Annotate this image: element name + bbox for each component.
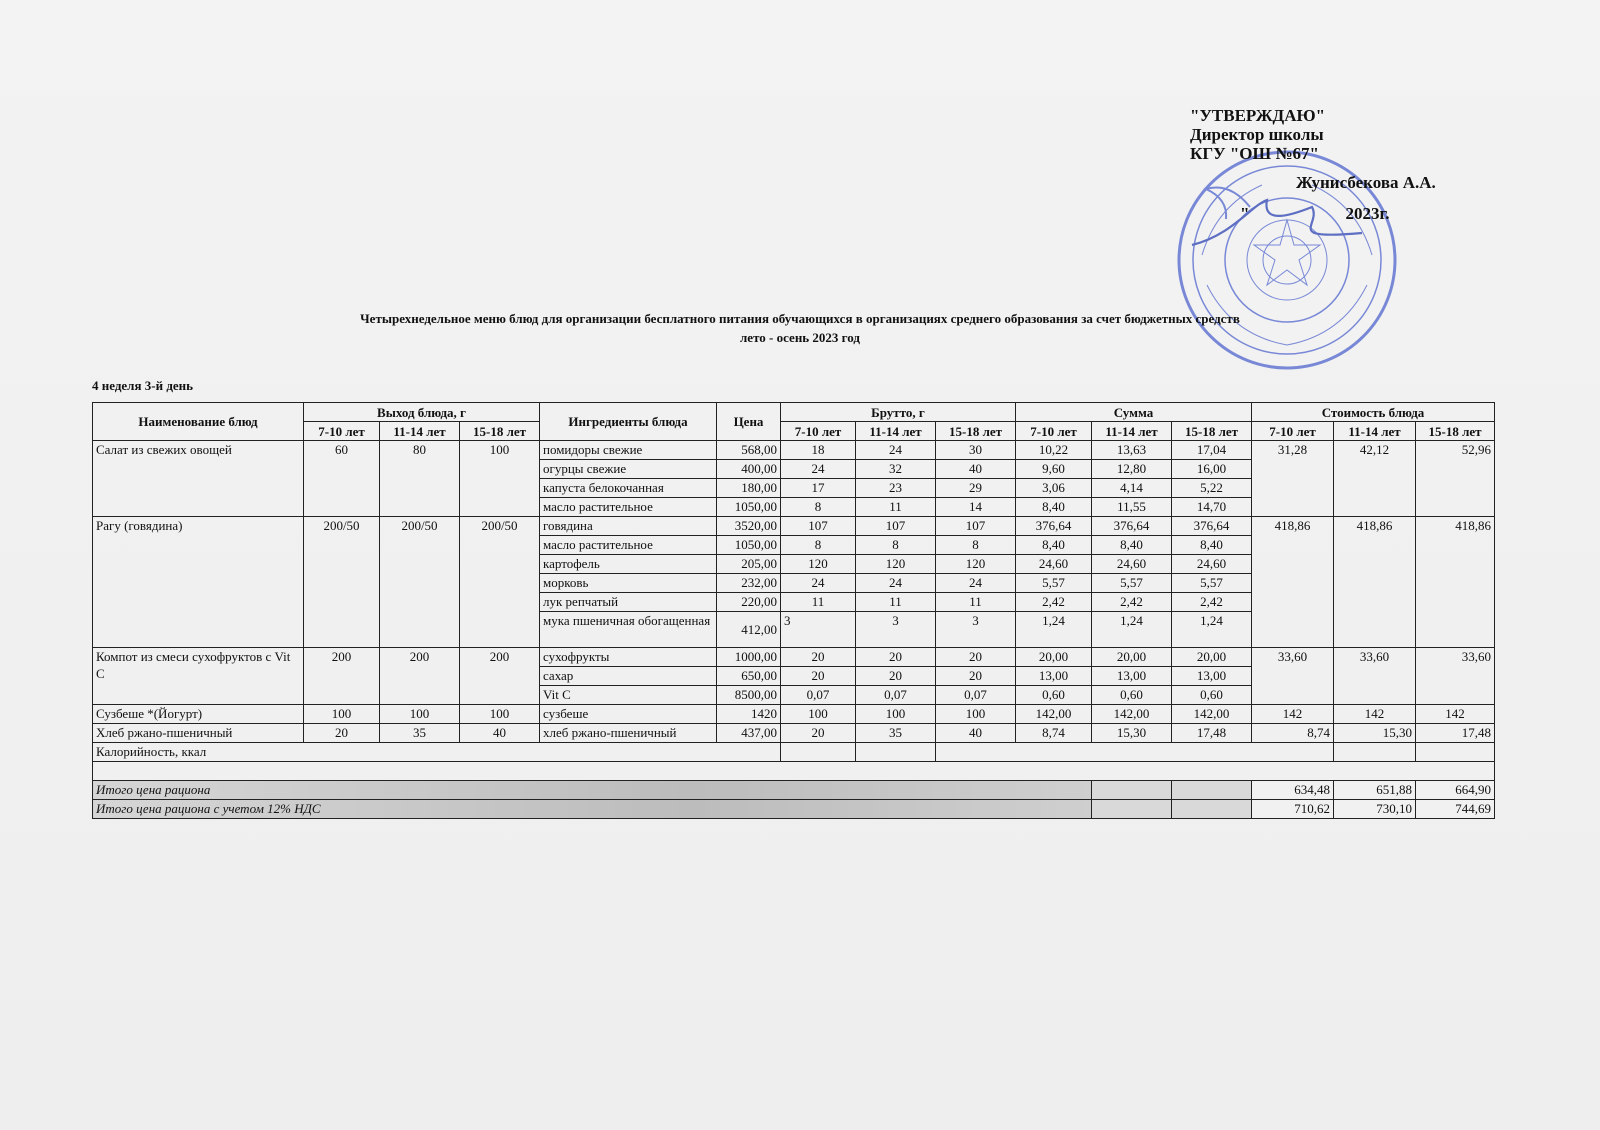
header-age: 7-10 лет [1016, 422, 1092, 441]
sum-cell: 4,14 [1092, 479, 1172, 498]
ingredient-cell: лук репчатый [540, 593, 717, 612]
brutto-cell: 20 [781, 667, 856, 686]
sum-cell: 20,00 [1092, 648, 1172, 667]
sum-cell: 24,60 [1172, 555, 1252, 574]
header-yield: Выход блюда, г [304, 403, 540, 422]
total-vat-value: 730,10 [1334, 800, 1416, 819]
sum-cell: 8,40 [1092, 536, 1172, 555]
total-blank [1092, 800, 1172, 819]
brutto-cell: 107 [856, 517, 936, 536]
price-cell: 568,00 [717, 441, 781, 460]
total-vat-label: Итого цена рациона с учетом 12% НДС [93, 800, 1092, 819]
header-cost: Стоимость блюда [1252, 403, 1495, 422]
header-ingredients: Ингредиенты блюда [540, 403, 717, 441]
spacer-row [93, 762, 1495, 781]
cost-cell: 142 [1252, 705, 1334, 724]
header-age: 7-10 лет [781, 422, 856, 441]
calories-label: Калорийность, ккал [93, 743, 781, 762]
brutto-cell: 3 [936, 612, 1016, 648]
cost-cell: 418,86 [1252, 517, 1334, 648]
brutto-cell: 100 [856, 705, 936, 724]
approve-organization: КГУ "ОШ №67" [1190, 144, 1319, 163]
ingredient-cell: говядина [540, 517, 717, 536]
total-blank [1172, 781, 1252, 800]
price-cell: 8500,00 [717, 686, 781, 705]
sum-cell: 20,00 [1172, 648, 1252, 667]
sum-cell: 142,00 [1172, 705, 1252, 724]
cost-cell: 418,86 [1416, 517, 1495, 648]
brutto-cell: 8 [856, 536, 936, 555]
brutto-cell: 24 [781, 460, 856, 479]
sum-cell: 2,42 [1016, 593, 1092, 612]
brutto-cell: 100 [936, 705, 1016, 724]
price-cell: 3520,00 [717, 517, 781, 536]
price-cell: 1050,00 [717, 536, 781, 555]
yield-cell: 100 [304, 705, 380, 724]
ingredient-cell: сузбеше [540, 705, 717, 724]
brutto-cell: 24 [856, 574, 936, 593]
calories-cell [856, 743, 936, 762]
ingredient-cell: картофель [540, 555, 717, 574]
header-age: 15-18 лет [936, 422, 1016, 441]
sum-cell: 2,42 [1172, 593, 1252, 612]
brutto-cell: 29 [936, 479, 1016, 498]
calories-cell [936, 743, 1334, 762]
brutto-cell: 18 [781, 441, 856, 460]
yield-cell: 200/50 [304, 517, 380, 648]
document-title: Четырехнедельное меню блюд для организации бесплатного питания обучающихся в организациях среднего образования за счет бюджетных средств [360, 311, 1240, 326]
price-cell: 205,00 [717, 555, 781, 574]
sum-cell: 24,60 [1092, 555, 1172, 574]
sum-cell: 8,40 [1016, 498, 1092, 517]
yield-cell: 200 [460, 648, 540, 705]
brutto-cell: 8 [936, 536, 1016, 555]
brutto-cell: 0,07 [936, 686, 1016, 705]
approve-heading: "УТВЕРЖДАЮ" [1190, 106, 1326, 125]
sum-cell: 13,00 [1172, 667, 1252, 686]
sum-cell: 14,70 [1172, 498, 1252, 517]
cost-cell: 33,60 [1416, 648, 1495, 705]
yield-cell: 200 [304, 648, 380, 705]
brutto-cell: 20 [781, 648, 856, 667]
sum-cell: 376,64 [1172, 517, 1252, 536]
table-row [93, 724, 1495, 743]
price-cell: 1000,00 [717, 648, 781, 667]
ingredient-cell: хлеб ржано-пшеничный [540, 724, 717, 743]
approve-year: 2023г. [1345, 204, 1390, 223]
ingredient-cell: мука пшеничная обогащенная [540, 612, 717, 648]
header-age: 11-14 лет [380, 422, 460, 441]
sum-cell: 17,48 [1172, 724, 1252, 743]
spacer-cell [93, 762, 1495, 781]
sum-cell: 376,64 [1092, 517, 1172, 536]
brutto-cell: 23 [856, 479, 936, 498]
dish-name: Сузбеше *(Йогурт) [93, 705, 304, 724]
calories-cell [1416, 743, 1495, 762]
brutto-cell: 107 [936, 517, 1016, 536]
calories-cell [1334, 743, 1416, 762]
table-row [93, 441, 1495, 460]
ingredient-cell: морковь [540, 574, 717, 593]
sum-cell: 24,60 [1016, 555, 1092, 574]
header-age: 11-14 лет [856, 422, 936, 441]
brutto-cell: 20 [936, 648, 1016, 667]
brutto-cell: 11 [856, 498, 936, 517]
total-vat-value: 744,69 [1416, 800, 1495, 819]
sum-cell: 2,42 [1092, 593, 1172, 612]
header-age: 11-14 лет [1334, 422, 1416, 441]
brutto-cell: 0,07 [781, 686, 856, 705]
yield-cell: 200/50 [460, 517, 540, 648]
brutto-cell: 14 [936, 498, 1016, 517]
brutto-cell: 24 [781, 574, 856, 593]
yield-cell: 100 [460, 705, 540, 724]
sum-cell: 3,06 [1016, 479, 1092, 498]
sum-cell: 20,00 [1016, 648, 1092, 667]
cost-cell: 33,60 [1334, 648, 1416, 705]
price-cell: 180,00 [717, 479, 781, 498]
ingredient-cell: масло растительное [540, 536, 717, 555]
brutto-cell: 120 [936, 555, 1016, 574]
header-age: 15-18 лет [460, 422, 540, 441]
price-cell: 412,00 [717, 612, 781, 648]
dish-name: Рагу (говядина) [93, 517, 304, 648]
approve-date [1240, 204, 1490, 223]
cost-cell: 33,60 [1252, 648, 1334, 705]
sum-cell: 0,60 [1172, 686, 1252, 705]
header-dish: Наименование блюд [93, 403, 304, 441]
cost-cell: 15,30 [1334, 724, 1416, 743]
yield-cell: 60 [304, 441, 380, 517]
sum-cell: 376,64 [1016, 517, 1092, 536]
brutto-cell: 3 [781, 612, 856, 648]
brutto-cell: 24 [856, 441, 936, 460]
ingredient-cell: масло растительное [540, 498, 717, 517]
total-value: 664,90 [1416, 781, 1495, 800]
sum-cell: 5,57 [1092, 574, 1172, 593]
yield-cell: 20 [304, 724, 380, 743]
sum-cell: 8,40 [1172, 536, 1252, 555]
cost-cell: 42,12 [1334, 441, 1416, 517]
document-subtitle: лето - осень 2023 год [740, 330, 860, 345]
ingredient-cell: сухофрукты [540, 648, 717, 667]
sum-cell: 13,63 [1092, 441, 1172, 460]
sum-cell: 142,00 [1016, 705, 1092, 724]
brutto-cell: 30 [936, 441, 1016, 460]
total-vat-value: 710,62 [1252, 800, 1334, 819]
approve-director-name: Жунисбекова А.А. [1296, 173, 1436, 192]
ingredient-cell: сахар [540, 667, 717, 686]
sum-cell: 11,55 [1092, 498, 1172, 517]
cost-cell: 8,74 [1252, 724, 1334, 743]
total-value: 651,88 [1334, 781, 1416, 800]
ingredient-cell: помидоры свежие [540, 441, 717, 460]
header-brutto: Брутто, г [781, 403, 1016, 422]
brutto-cell: 100 [781, 705, 856, 724]
menu-table [92, 402, 1495, 819]
sum-cell: 15,30 [1092, 724, 1172, 743]
approval-block [1190, 106, 1490, 223]
sum-cell: 5,57 [1172, 574, 1252, 593]
brutto-cell: 20 [856, 667, 936, 686]
ingredient-cell: огурцы свежие [540, 460, 717, 479]
yield-cell: 200 [380, 648, 460, 705]
brutto-cell: 20 [936, 667, 1016, 686]
dish-name: Хлеб ржано-пшеничный [93, 724, 304, 743]
total-row [93, 781, 1495, 800]
yield-cell: 35 [380, 724, 460, 743]
yield-cell: 40 [460, 724, 540, 743]
price-cell: 220,00 [717, 593, 781, 612]
date-quote: " [1240, 204, 1250, 223]
cost-cell: 142 [1334, 705, 1416, 724]
cost-cell: 31,28 [1252, 441, 1334, 517]
total-label: Итого цена рациона [93, 781, 1092, 800]
sum-cell: 9,60 [1016, 460, 1092, 479]
brutto-cell: 120 [856, 555, 936, 574]
sum-cell: 1,24 [1092, 612, 1172, 648]
price-cell: 1420 [717, 705, 781, 724]
calories-cell [781, 743, 856, 762]
sum-cell: 1,24 [1016, 612, 1092, 648]
price-cell: 437,00 [717, 724, 781, 743]
total-vat-row [93, 800, 1495, 819]
table-row [93, 648, 1495, 667]
sum-cell: 16,00 [1172, 460, 1252, 479]
total-blank [1172, 800, 1252, 819]
header-age: 15-18 лет [1172, 422, 1252, 441]
price-cell: 232,00 [717, 574, 781, 593]
brutto-cell: 11 [936, 593, 1016, 612]
yield-cell: 200/50 [380, 517, 460, 648]
sum-cell: 5,57 [1016, 574, 1092, 593]
total-blank [1092, 781, 1172, 800]
sum-cell: 0,60 [1092, 686, 1172, 705]
dish-name: Компот из смеси сухофруктов с Vit C [93, 648, 304, 705]
brutto-cell: 24 [936, 574, 1016, 593]
header-age: 11-14 лет [1092, 422, 1172, 441]
brutto-cell: 11 [781, 593, 856, 612]
yield-cell: 100 [460, 441, 540, 517]
brutto-cell: 8 [781, 536, 856, 555]
sum-cell: 17,04 [1172, 441, 1252, 460]
price-cell: 1050,00 [717, 498, 781, 517]
ingredient-cell: капуста белокочанная [540, 479, 717, 498]
dish-name: Салат из свежих овощей [93, 441, 304, 517]
brutto-cell: 0,07 [856, 686, 936, 705]
approve-position: Директор школы [1190, 125, 1324, 144]
brutto-cell: 32 [856, 460, 936, 479]
brutto-cell: 20 [781, 724, 856, 743]
table-row [93, 517, 1495, 536]
total-value: 634,48 [1252, 781, 1334, 800]
cost-cell: 52,96 [1416, 441, 1495, 517]
header-age: 7-10 лет [304, 422, 380, 441]
brutto-cell: 40 [936, 460, 1016, 479]
sum-cell: 0,60 [1016, 686, 1092, 705]
cost-cell: 418,86 [1334, 517, 1416, 648]
header-sum: Сумма [1016, 403, 1252, 422]
sum-cell: 10,22 [1016, 441, 1092, 460]
brutto-cell: 11 [856, 593, 936, 612]
cost-cell: 142 [1416, 705, 1495, 724]
sum-cell: 5,22 [1172, 479, 1252, 498]
brutto-cell: 120 [781, 555, 856, 574]
brutto-cell: 20 [856, 648, 936, 667]
sum-cell: 13,00 [1016, 667, 1092, 686]
price-cell: 650,00 [717, 667, 781, 686]
sum-cell: 8,40 [1016, 536, 1092, 555]
header-age: 15-18 лет [1416, 422, 1495, 441]
brutto-cell: 3 [856, 612, 936, 648]
sum-cell: 1,24 [1172, 612, 1252, 648]
cost-cell: 17,48 [1416, 724, 1495, 743]
sum-cell: 142,00 [1092, 705, 1172, 724]
sum-cell: 13,00 [1092, 667, 1172, 686]
sum-cell: 8,74 [1016, 724, 1092, 743]
table-row [93, 705, 1495, 724]
yield-cell: 100 [380, 705, 460, 724]
brutto-cell: 40 [936, 724, 1016, 743]
brutto-cell: 17 [781, 479, 856, 498]
calories-row [93, 743, 1495, 762]
brutto-cell: 35 [856, 724, 936, 743]
header-price: Цена [717, 403, 781, 441]
yield-cell: 80 [380, 441, 460, 517]
sum-cell: 12,80 [1092, 460, 1172, 479]
header-age: 7-10 лет [1252, 422, 1334, 441]
price-cell: 400,00 [717, 460, 781, 479]
brutto-cell: 8 [781, 498, 856, 517]
brutto-cell: 107 [781, 517, 856, 536]
ingredient-cell: Vit C [540, 686, 717, 705]
week-day-label: 4 неделя 3-й день [92, 378, 194, 393]
